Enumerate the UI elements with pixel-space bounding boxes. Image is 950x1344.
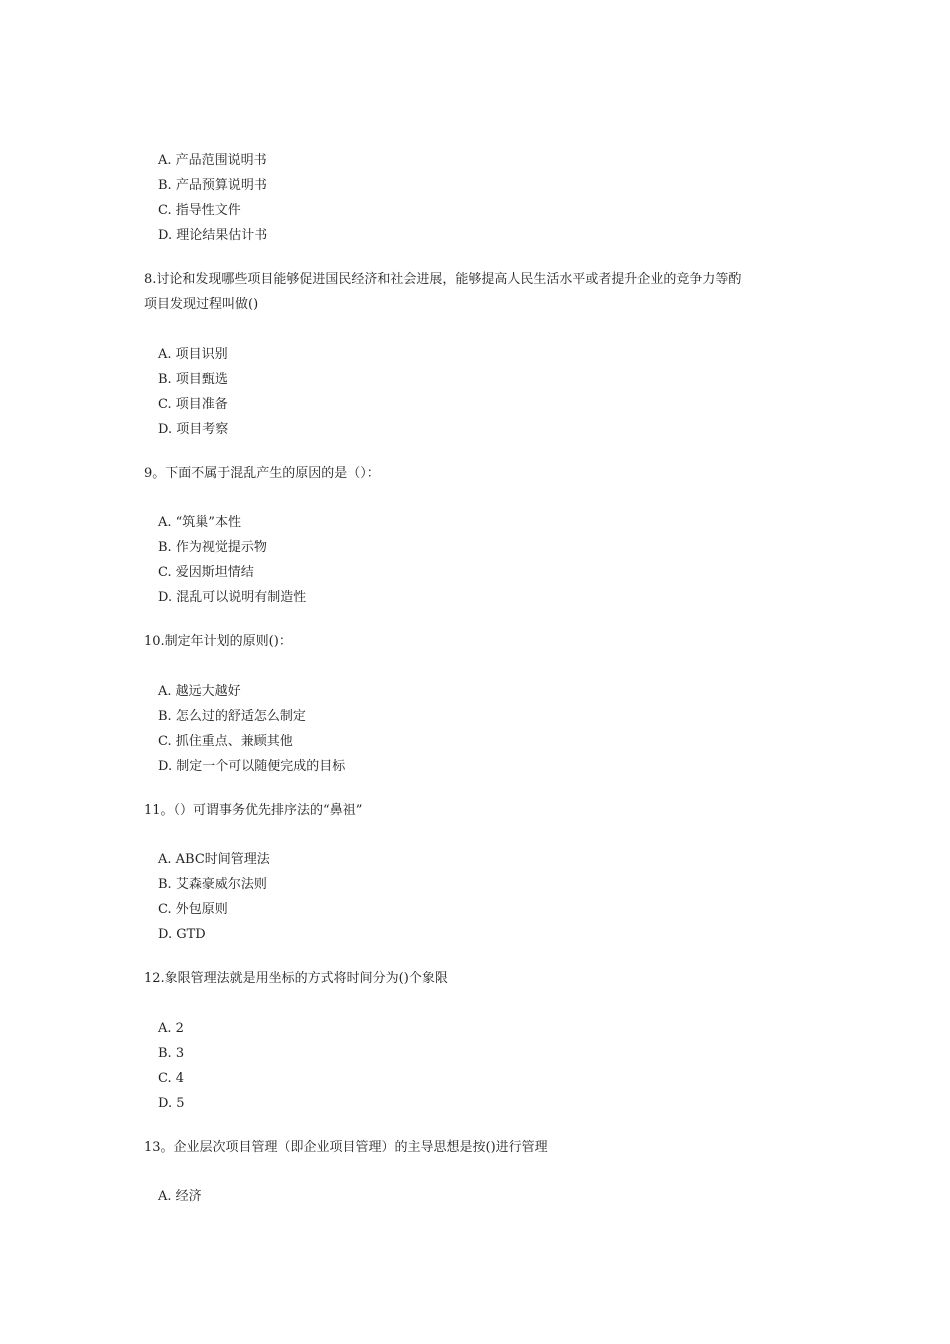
q10-option-b: B. 怎么过的舒适怎么制定 [158, 709, 306, 724]
q9-question: 9。下面不属于混乱产生的原因的是（）： [144, 466, 380, 481]
q11-option-b: B. 艾森豪威尔法则 [158, 877, 267, 892]
q10-question: 10.制定年计划的原则()： [144, 634, 292, 649]
q8-question-line1: 8.讨论和发现哪些项目能够促进国民经济和社会进展，能够提高人民生活水平或者提升企业的竞争力等酌 [144, 272, 742, 287]
q12-option-c: C. 4 [158, 1071, 185, 1086]
q7-option-c: C. 指导性文件 [158, 203, 241, 218]
q7-option-b: B. 产品预算说明书 [158, 178, 267, 193]
q12-option-a: A. 2 [158, 1021, 184, 1036]
q9-option-d: D. 混乱可以说明有制造性 [158, 590, 307, 605]
q8-option-d: D. 项目考察 [158, 422, 229, 437]
q9-option-c: C. 爱因斯坦情结 [158, 565, 254, 580]
q9-option-b: B. 作为视觉提示物 [158, 540, 267, 555]
q8-option-a: A. 项目识别 [158, 347, 228, 362]
q10-option-c: C. 抓住重点、兼顾其他 [158, 734, 293, 749]
q11-option-a: A. ABC时间管理法 [158, 852, 270, 867]
q9-option-a: A. “筑巢”本性 [158, 515, 241, 530]
q8-option-b: B. 项目甄选 [158, 372, 228, 387]
q7-option-d: D. 理论结果估计书 [158, 228, 268, 243]
q7-option-a: A. 产品范围说明书 [158, 153, 267, 168]
q12-question: 12.象限管理法就是用坐标的方式将时间分为()个象限 [144, 971, 448, 986]
q13-option-a: A. 经济 [158, 1189, 202, 1204]
q8-question-line2: 项目发现过程叫做() [144, 297, 259, 312]
q12-option-d: D. 5 [158, 1096, 185, 1111]
q10-option-d: D. 制定一个可以随便完成的目标 [158, 759, 346, 774]
q11-question: 11。（）可谓事务优先排序法的“鼻祖” [144, 803, 363, 818]
q13-question: 13。企业层次项目管理（即企业项目管理）的主导思想是按()进行管理 [144, 1140, 548, 1155]
q12-option-b: B. 3 [158, 1046, 185, 1061]
q11-option-d: D. GTD [158, 927, 206, 942]
q10-option-a: A. 越远大越好 [158, 684, 241, 699]
q8-option-c: C. 项目准备 [158, 397, 228, 412]
q11-option-c: C. 外包原则 [158, 902, 228, 917]
